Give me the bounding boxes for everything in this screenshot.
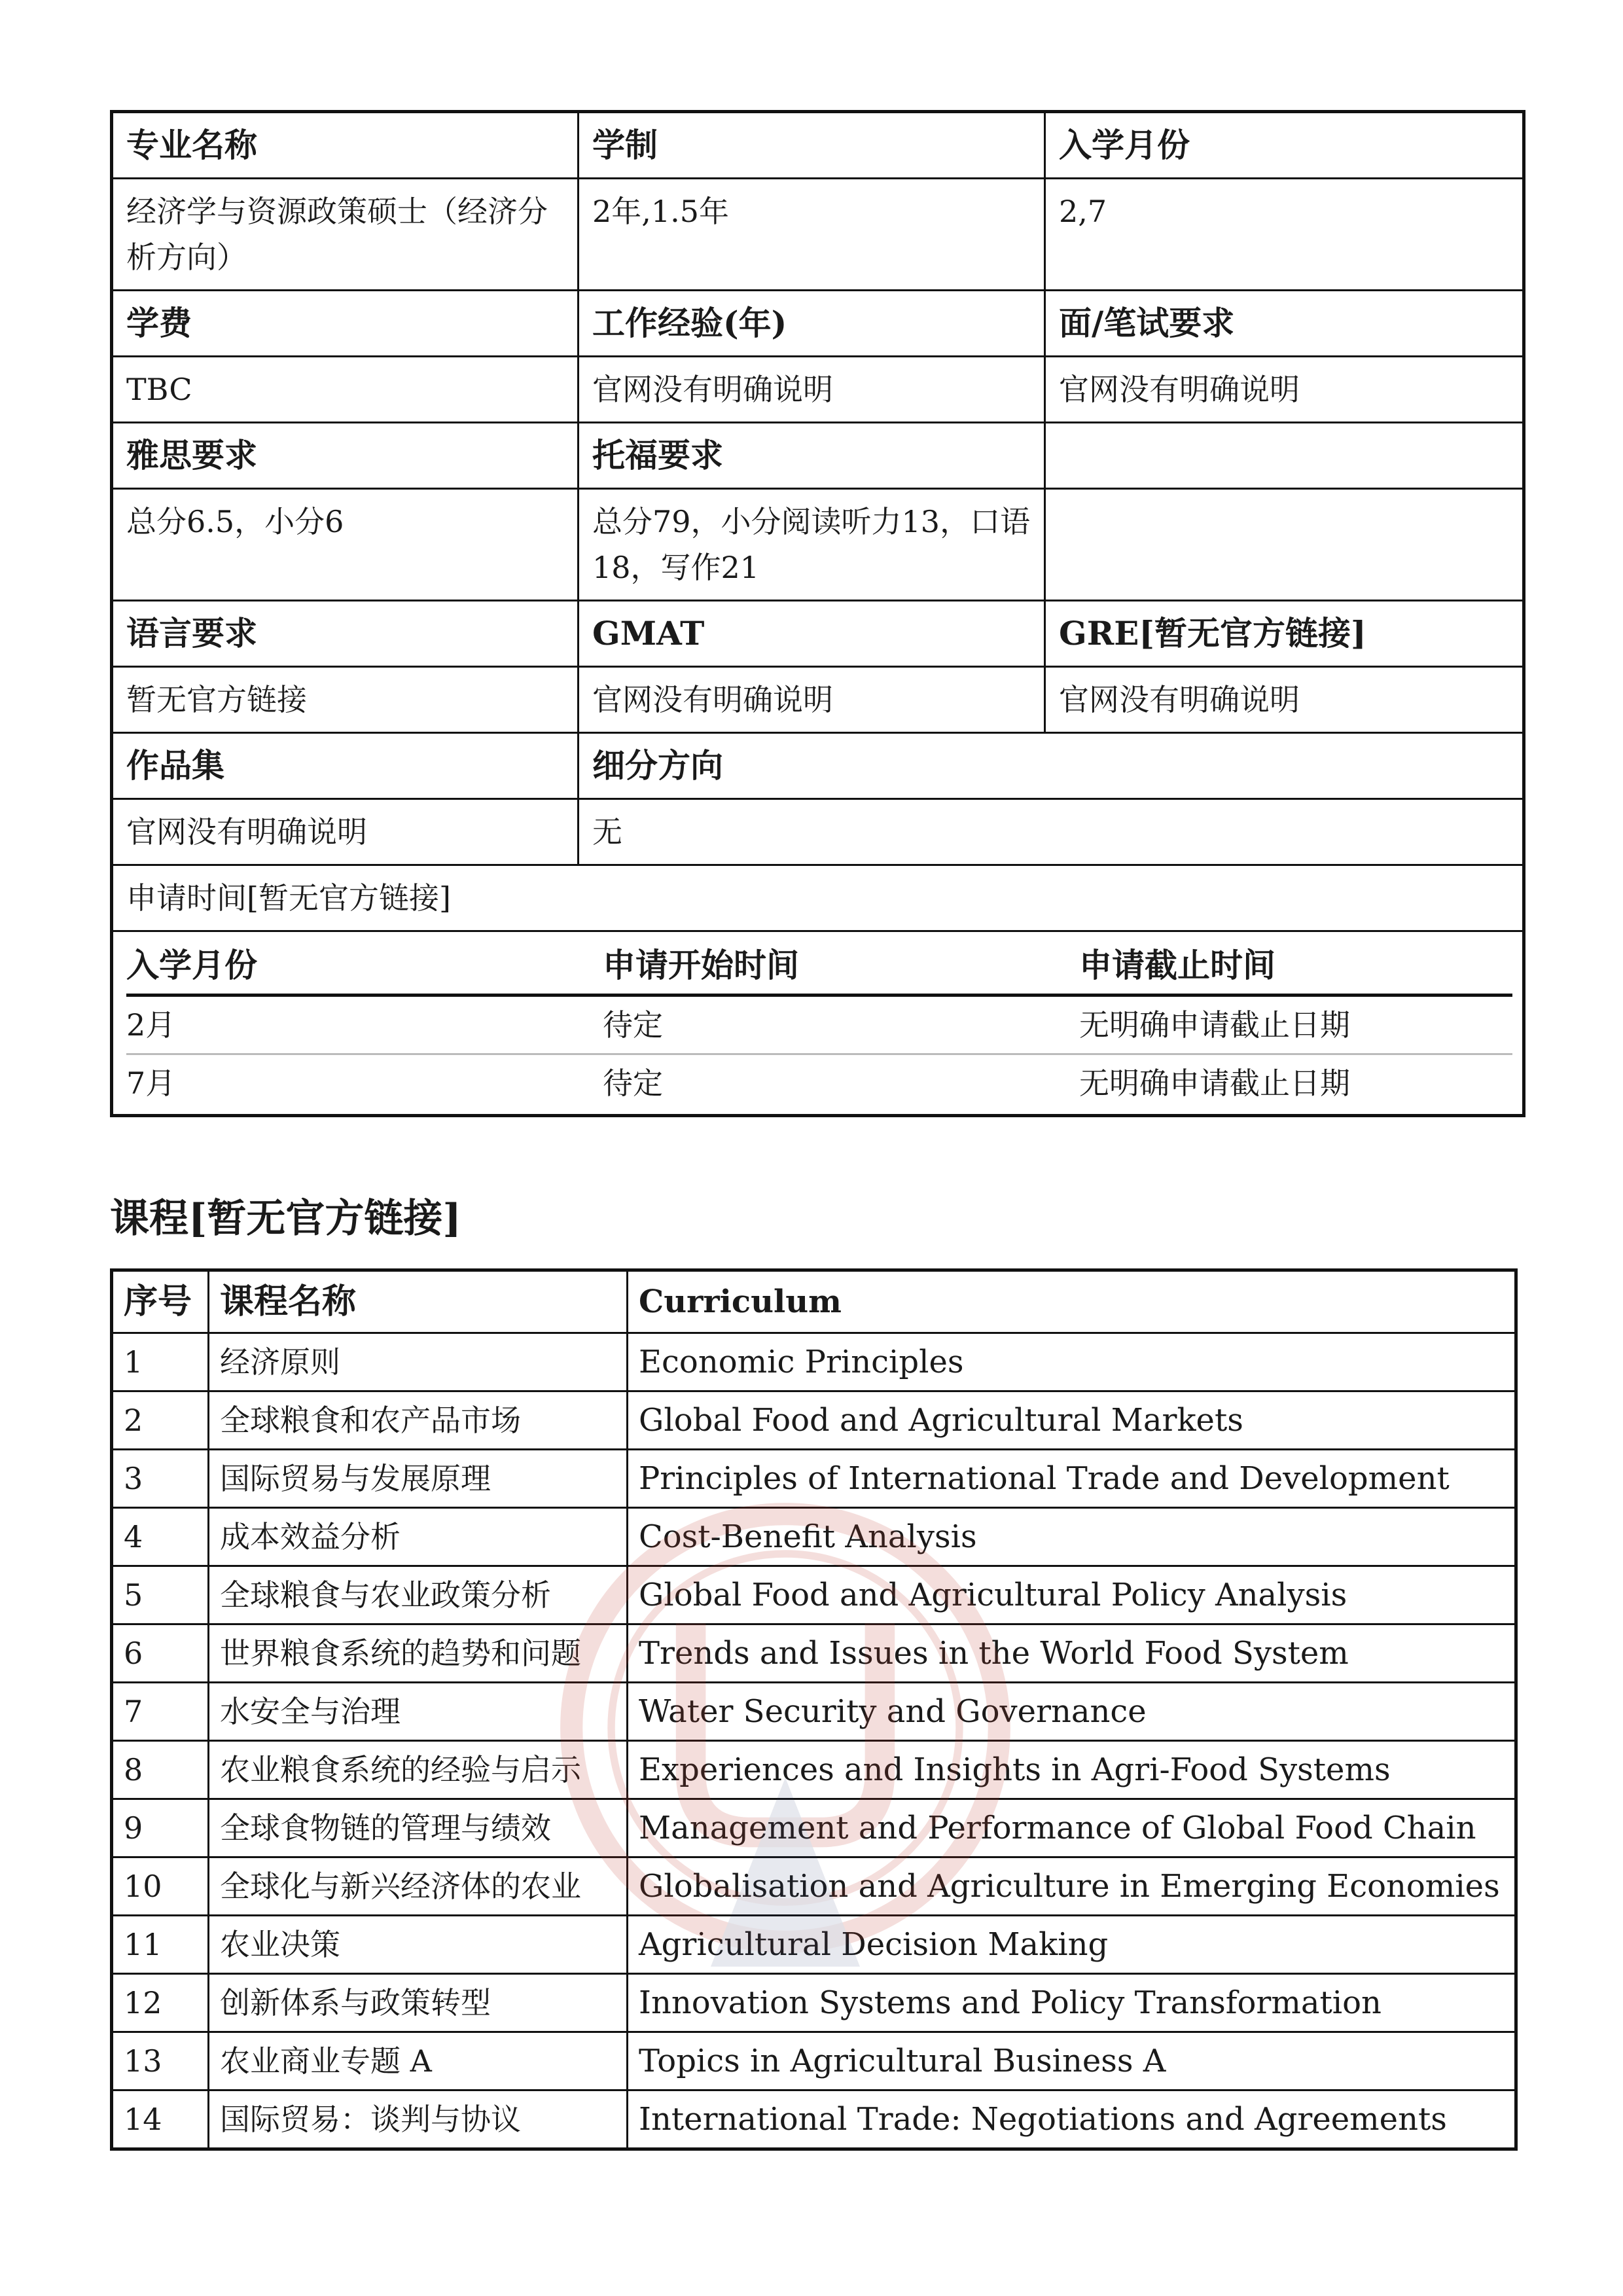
info-value: 总分6.5，小分6 — [112, 489, 579, 601]
info-value — [1045, 489, 1524, 601]
program-info-extra — [112, 733, 1524, 1116]
course-index: 2 — [112, 1391, 209, 1450]
program-info-table — [110, 110, 1525, 1117]
info-label: GMAT — [579, 601, 1045, 667]
course-name: 创新体系与政策转型 — [209, 1974, 628, 2032]
course-name: 国际贸易：谈判与协议 — [209, 2090, 628, 2149]
application-title-row — [112, 865, 1524, 931]
course-index: 3 — [112, 1450, 209, 1508]
schedule-header-row — [126, 937, 1512, 996]
info-header-row — [112, 601, 1524, 667]
course-curriculum: Trends and Issues in the World Food System — [628, 1624, 1516, 1683]
schedule-cell: 7月 — [126, 1066, 176, 1101]
course-header-row — [112, 1270, 1516, 1333]
course-curriculum: Global Food and Agricultural Policy Analysis — [628, 1566, 1516, 1624]
logo-watermark-icon — [537, 1479, 1034, 1977]
course-curriculum: Management and Performance of Global Food Chain — [628, 1799, 1516, 1857]
info-value-row — [112, 489, 1524, 601]
info-label: GRE[暂无官方链接] — [1045, 601, 1524, 667]
schedule-cell: 待定 — [603, 1066, 663, 1101]
application-schedule-table — [126, 937, 1512, 1111]
course-name: 经济原则 — [209, 1333, 628, 1391]
info-label: 工作经验(年) — [579, 291, 1045, 357]
course-index: 14 — [112, 2090, 209, 2149]
portfolio-header-row — [112, 733, 1524, 799]
course-curriculum: Innovation Systems and Policy Transformation — [628, 1974, 1516, 2032]
course-name: 全球食物链的管理与绩效 — [209, 1799, 628, 1857]
course-index: 13 — [112, 2032, 209, 2090]
info-header-row — [112, 112, 1524, 179]
schedule-header: 申请截止时间 — [1079, 937, 1512, 996]
course-index: 6 — [112, 1624, 209, 1683]
course-row — [112, 1333, 1516, 1391]
schedule-header: 入学月份 — [126, 937, 603, 996]
portfolio-label: 作品集 — [112, 733, 579, 799]
course-name: 全球粮食与农业政策分析 — [209, 1566, 628, 1624]
course-curriculum: Agricultural Decision Making — [628, 1916, 1516, 1974]
info-value-row — [112, 179, 1524, 291]
program-info-body — [112, 112, 1524, 733]
schedule-row — [126, 1054, 1512, 1112]
subfield-label: 细分方向 — [579, 733, 1524, 799]
course-name: 世界粮食系统的趋势和问题 — [209, 1624, 628, 1683]
schedule-cell: 2月 — [126, 996, 603, 1054]
info-value: 暂无官方链接 — [112, 667, 579, 733]
course-section-title: 课程[暂无官方链接] — [110, 1196, 461, 1242]
info-label: 学费 — [112, 291, 579, 357]
application-time-title: 申请时间[暂无官方链接] — [112, 865, 1524, 931]
course-header-name: 课程名称 — [209, 1270, 628, 1333]
schedule-header: 申请开始时间 — [603, 937, 1079, 996]
course-index: 10 — [112, 1857, 209, 1916]
schedule-cell: 无明确申请截止日期 — [1079, 1066, 1350, 1101]
course-name: 农业商业专题 A — [209, 2032, 628, 2090]
course-row — [112, 1974, 1516, 2032]
course-curriculum: Principles of International Trade and Development — [628, 1450, 1516, 1508]
course-name: 全球化与新兴经济体的农业 — [209, 1857, 628, 1916]
course-name: 成本效益分析 — [209, 1508, 628, 1566]
course-header-curriculum: Curriculum — [628, 1270, 1516, 1333]
info-value-row — [112, 667, 1524, 733]
course-curriculum: Cost-Benefit Analysis — [628, 1508, 1516, 1566]
info-value: 2,7 — [1045, 179, 1524, 291]
info-value: 2年,1.5年 — [579, 179, 1045, 291]
info-label: 学制 — [579, 112, 1045, 179]
course-name: 全球粮食和农产品市场 — [209, 1391, 628, 1450]
course-name: 国际贸易与发展原理 — [209, 1450, 628, 1508]
course-index: 7 — [112, 1683, 209, 1741]
course-index: 1 — [112, 1333, 209, 1391]
course-name: 农业决策 — [209, 1916, 628, 1974]
course-curriculum: International Trade: Negotiations and Agreements — [628, 2090, 1516, 2149]
info-header-row — [112, 291, 1524, 357]
course-row — [112, 1391, 1516, 1450]
info-value: 经济学与资源政策硕士（经济分析方向） — [112, 179, 579, 291]
course-index: 9 — [112, 1799, 209, 1857]
course-curriculum: Global Food and Agricultural Markets — [628, 1391, 1516, 1450]
portfolio-value-row — [112, 799, 1524, 865]
application-schedule-row — [112, 931, 1524, 1116]
course-index: 4 — [112, 1508, 209, 1566]
course-row — [112, 2032, 1516, 2090]
info-value: 官网没有明确说明 — [579, 357, 1045, 423]
course-curriculum: Experiences and Insights in Agri-Food Systems — [628, 1741, 1516, 1799]
course-curriculum: Topics in Agricultural Business A — [628, 2032, 1516, 2090]
course-index: 12 — [112, 1974, 209, 2032]
course-index: 11 — [112, 1916, 209, 1974]
course-header-index: 序号 — [112, 1270, 209, 1333]
course-curriculum: Globalisation and Agriculture in Emerging Economies — [628, 1857, 1516, 1916]
info-label: 雅思要求 — [112, 423, 579, 489]
subfield-value: 无 — [579, 799, 1524, 865]
info-value: 总分79，小分阅读听力13，口语18，写作21 — [579, 489, 1045, 601]
info-value-row — [112, 357, 1524, 423]
schedule-cell: 待定 — [603, 996, 1079, 1054]
course-name: 农业粮食系统的经验与启示 — [209, 1741, 628, 1799]
course-index: 5 — [112, 1566, 209, 1624]
info-label: 面/笔试要求 — [1045, 291, 1524, 357]
application-schedule-body — [126, 937, 1512, 1111]
schedule-cell: 无明确申请截止日期 — [1079, 996, 1512, 1054]
info-value: 官网没有明确说明 — [579, 667, 1045, 733]
info-label: 托福要求 — [579, 423, 1045, 489]
info-label — [1045, 423, 1524, 489]
course-table-head — [112, 1270, 1516, 1333]
info-value: TBC — [112, 357, 579, 423]
info-header-row — [112, 423, 1524, 489]
course-row — [112, 2090, 1516, 2149]
course-index: 8 — [112, 1741, 209, 1799]
course-name: 水安全与治理 — [209, 1683, 628, 1741]
application-schedule-cell — [112, 931, 1524, 1116]
info-value: 官网没有明确说明 — [1045, 357, 1524, 423]
schedule-row — [126, 996, 1512, 1054]
course-curriculum: Water Security and Governance — [628, 1683, 1516, 1741]
info-label: 入学月份 — [1045, 112, 1524, 179]
portfolio-value: 官网没有明确说明 — [112, 799, 579, 865]
course-curriculum: Economic Principles — [628, 1333, 1516, 1391]
info-value: 官网没有明确说明 — [1045, 667, 1524, 733]
info-label: 专业名称 — [112, 112, 579, 179]
info-label: 语言要求 — [112, 601, 579, 667]
